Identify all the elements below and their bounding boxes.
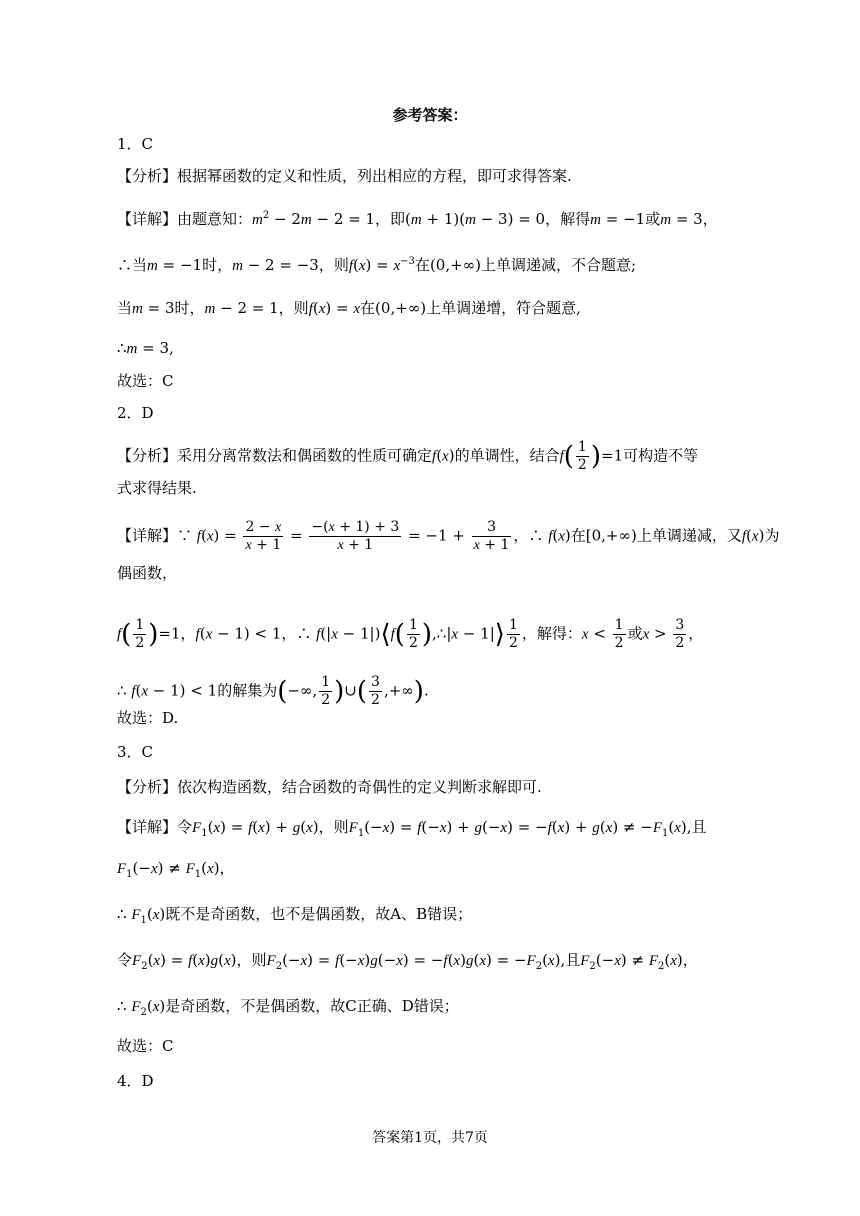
q1-detail-2: ∴当m = −1时，m − 2 = −3，则$f(x) = x^{-3}$在(0,+∞)上单调递减，不合题意; bbox=[117, 256, 637, 274]
page-title: 参考答案： bbox=[392, 106, 468, 124]
q3-detail-2: $F_1(-x) \ne F_1(x)$， bbox=[117, 859, 235, 880]
q1-detail-3: 当m = 3时，m − 2 = 1，则f(x) = x在(0,+∞)上单调递增，符合题意, bbox=[117, 299, 581, 317]
q2-answer: 2．D bbox=[117, 404, 154, 422]
q2-detail-2: 偶函数， bbox=[117, 564, 178, 582]
q2-analysis-2: 式求得结果. bbox=[117, 479, 197, 497]
q3-detail-4: 令$F_2(x) = f(x)g(x)$，则$F_2(-x) = f(-x)g(-x) = -f(x)g(x) = -F_2(x)$,且$F_2(-x) \ne F_2(x)$， bbox=[117, 951, 698, 972]
q1-choice: 故选：C bbox=[117, 372, 174, 390]
q2-detail-3: f( $\frac{1}{2}$ )=1，f(x − 1) < 1，∴ f(|x − 1|)⟨f( $\frac{1}{2}$ ),∴|x − 1|⟩ $\frac{1}{2}$ ，解得：x < $\frac{1}{2}$ 或x > $\frac{3}{2}$ ， bbox=[117, 617, 704, 651]
q1-detail-1: 【详解】由题意知：$m^2 - 2m - 2 = 1$，即(m + 1)(m − 3) = 0，解得m = −1或m = 3， bbox=[117, 210, 718, 228]
q3-detail-3: ∴ $F_1(x)$既不是奇函数，也不是偶函数，故A、B错误； bbox=[117, 905, 473, 926]
q3-answer: 3．C bbox=[117, 743, 154, 761]
q4-answer: 4．D bbox=[117, 1072, 154, 1090]
q3-choice: 故选：C bbox=[117, 1037, 174, 1055]
q2-choice: 故选：D. bbox=[117, 709, 179, 727]
page-footer: 答案第1页，共7页 bbox=[372, 1130, 488, 1146]
q2-detail-4: ∴ f(x − 1) < 1的解集为(−∞, $\frac{1}{2}$ )∪( $\frac{3}{2}$ ,+∞). bbox=[117, 674, 429, 708]
q1-answer: 1．C bbox=[117, 135, 154, 153]
q2-detail-1: 【详解】∵ f(x) = $\frac{2 - x}{x + 1}$ = $\frac{-(x + 1) + 3}{x + 1}$ = −1 + $\frac{3}{x + 1}$ ，∴ f(x)在[0,+∞)上单调递减，又f(x)为 bbox=[117, 519, 780, 553]
q1-detail-4: ∴m = 3, bbox=[117, 339, 174, 357]
q1-analysis: 【分析】根据幂函数的定义和性质，列出相应的方程，即可求得答案. bbox=[117, 167, 572, 185]
q3-detail-1: 【详解】令$F_1(x) = f(x) + g(x)$，则$F_1(-x) = f(-x) + g(-x) = -f(x) + g(x) \ne -F_1(x)$,且 bbox=[117, 818, 707, 839]
q3-detail-5: ∴ $F_2(x)$是奇函数，不是偶函数，故C正确、D错误； bbox=[117, 997, 459, 1018]
q3-analysis: 【分析】依次构造函数，结合函数的奇偶性的定义判断求解即可. bbox=[117, 778, 542, 796]
q2-analysis-1: 【分析】采用分离常数法和偶函数的性质可确定f(x)的单调性，结合f( $\frac{1}{2}$ )=1可构造不等 bbox=[117, 439, 699, 473]
